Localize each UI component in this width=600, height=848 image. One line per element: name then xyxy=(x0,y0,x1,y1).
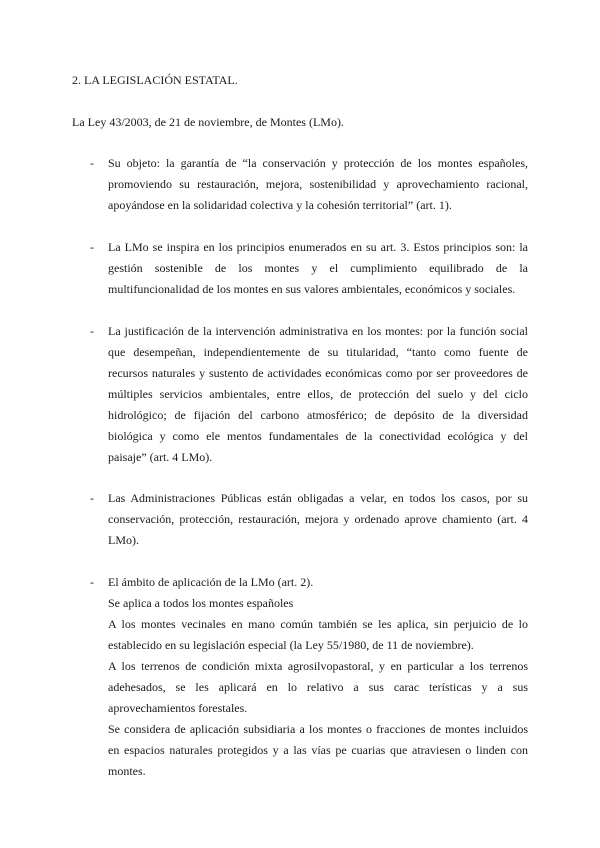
list-item-line: en espacios naturales protegidos y a las vías pe cuarias que atraviesen o linden con xyxy=(108,743,528,757)
list-item-line: A los montes vecinales en mano común también se les aplica, sin perjuicio de lo xyxy=(108,617,528,631)
list-item-line: promoviendo su restauración, mejora, sostenibilidad y aprovechamiento racional, xyxy=(108,177,528,191)
list-item-line: aprovechamientos forestales. xyxy=(108,701,248,715)
list-item-line: recursos naturales y sustento de actividades económicas como por ser proveedores de xyxy=(108,366,528,380)
list-item-line: apoyándose en la solidaridad colectiva y la cohesión territorial” (art. 1). xyxy=(108,198,452,212)
list-item xyxy=(108,237,528,300)
list-item-line: La LMo se inspira en los principios enumerados en su art. 3. Estos principios son: la xyxy=(108,240,528,254)
list-item-line: establecido en su legislación especial (la Ley 55/1980, de 11 de noviembre). xyxy=(108,638,474,652)
list-item-line: Se aplica a todos los montes españoles xyxy=(108,596,294,610)
list-item-line: El ámbito de aplicación de la LMo (art. 2). xyxy=(108,575,314,589)
list-item-line: paisaje” (art. 4 LMo). xyxy=(108,450,213,464)
bullet-dash: - xyxy=(90,491,94,505)
section-heading: 2. LA LEGISLACIÓN ESTATAL. xyxy=(72,73,238,87)
list-item-line: hidrológico; de fijación del carbono atmosférico; de depósito de la diversidad xyxy=(108,408,528,422)
list-item-line: Se considera de aplicación subsidiaria a los montes o fracciones de montes incluidos xyxy=(108,722,528,736)
list-item-line: conservación, protección, restauración, mejora y ordenado aprove chamiento (art. 4 xyxy=(108,512,528,526)
list-item-line: multifuncionalidad de los montes en sus valores ambientales, económicos y sociales. xyxy=(108,282,516,296)
list-item-line: Su objeto: la garantía de “la conservación y protección de los montes españoles, xyxy=(108,156,528,170)
list-item xyxy=(108,321,528,468)
bullet-dash: - xyxy=(90,575,94,589)
list-item xyxy=(108,488,528,551)
list-item-line: montes. xyxy=(108,764,146,778)
list-item-line: LMo). xyxy=(108,533,139,547)
list-item-line: adehesados, se les aplicará en lo relativo a sus carac terísticas y a sus xyxy=(108,680,528,694)
list-item-line: gestión sostenible de los montes y el cumplimiento equilibrado de la xyxy=(108,261,528,275)
law-reference: La Ley 43/2003, de 21 de noviembre, de Montes (LMo). xyxy=(72,115,344,129)
bullet-dash: - xyxy=(90,324,94,338)
list-item xyxy=(108,153,528,216)
list-item-line: A los terrenos de condición mixta agrosilvopastoral, y en particular a los terrenos xyxy=(108,659,528,673)
list-item-line: La justificación de la intervención administrativa en los montes: por la función social xyxy=(108,324,528,338)
bullet-dash: - xyxy=(90,156,94,170)
list-item-line: múltiples servicios ambientales, entre ellos, de protección del suelo y del ciclo xyxy=(108,387,528,401)
list-item xyxy=(108,572,528,782)
bullet-dash: - xyxy=(90,240,94,254)
list-item-line: Las Administraciones Públicas están obligadas a velar, en todos los casos, por su xyxy=(108,491,528,505)
list-item-line: biológica y como ele mentos fundamentales de la conectividad ecológica y del xyxy=(108,429,528,443)
list-item-line: que desempeñan, independientemente de su titularidad, “tanto como fuente de xyxy=(108,345,528,359)
